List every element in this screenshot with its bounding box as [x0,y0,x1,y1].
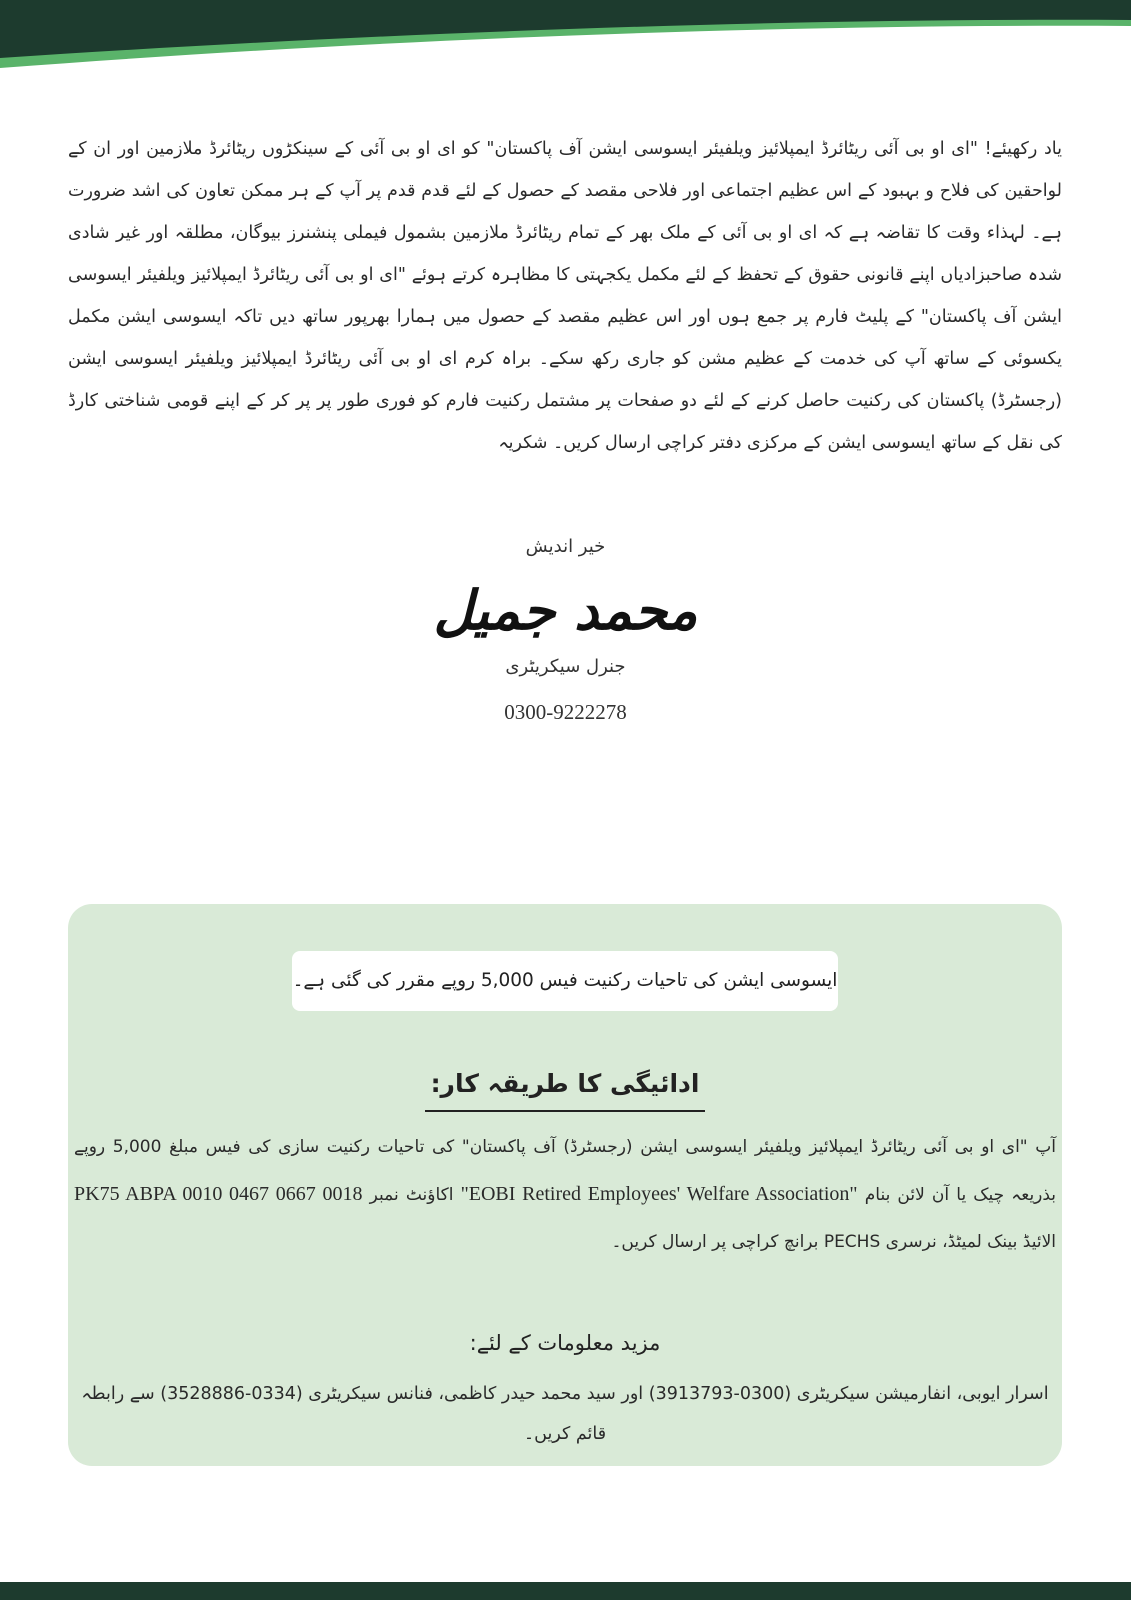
contact-line: اسرار ایوبی، انفارمیشن سیکریٹری (0300-3913793) اور سید محمد حیدر کاظمی، فنانس سیکریٹری (0334-3528886) سے رابطہ قائم کریں۔ [81,1384,1049,1444]
top-wave-banner [0,0,1131,80]
payment-method-part1: آپ "ای او بی آئی ریٹائرڈ ایمپلائیز ویلفیئر ایسوسی ایشن (رجسٹرڈ) آف پاکستان" کی تاحیات رکنیت سازی کی فیس مبلغ 5,000 روپے بذریعہ چیک یا آن لائن بنام [74,1137,1057,1205]
account-name: "EOBI Retired Employees' Welfare Association" [460,1183,858,1205]
payment-method-heading-text: ادائیگی کا طریقہ کار: [425,1064,706,1112]
more-info-heading: مزید معلومات کے لئے: [469,1331,661,1355]
well-wisher-label: خیر اندیش [525,536,606,557]
membership-box [68,904,1062,1466]
payment-method-heading [68,1064,1062,1112]
account-number: PK75 ABPA 0010 0467 0667 0018 [74,1183,363,1205]
payment-method-text [74,1124,1056,1266]
payment-method-part2: الائیڈ بینک لمیٹڈ، نرسری PECHS برانچ کراچی پر ارسال کریں۔ [611,1232,1056,1252]
designation-label: جنرل سیکریٹری [505,656,626,677]
signature: محمد جمیل [433,578,698,642]
phone-number: 0300-9222278 [504,700,627,724]
intro-paragraph: یاد رکھیئے! "ای او بی آئی ریٹائرڈ ایمپلائیز ویلفیئر ایسوسی ایشن آف پاکستان" کو ای او بی آئی کے سینکڑوں ریٹائرڈ ملازمین اور ان کے لواحقین کی فلاح و بہبود کے اس عظیم اجتماعی اور فلاحی مقصد کے حصول کے لئے قدم قدم پر آپ کے ہر ممکن تعاون کی اشد ضرورت ہے۔ لہذاء وقت کا تقاضہ ہے کہ ای او بی آئی کے ملک بھر کے تمام ریٹائرڈ ملازمین بشمول فیملی پنشنرز بیوگان، مطلقہ اور غیر شادی شدہ صاحبزادیاں اپنے قانونی حقوق کے تحفظ کے لئے مکمل یکجہتی کا مظاہرہ کرتے ہوئے "ای او بی آئی ریٹائرڈ ایمپلائیز ویلفیئر ایسوسی ایشن آف پاکستان" کے پلیٹ فارم پر جمع ہوں اور اس عظیم مقصد کے حصول میں ہمارا بھرپور ساتھ دیں تاکہ ایسوسی ایشن مکمل یکسوئی کے ساتھ آپ کی خدمت کے عظیم مشن کو جاری رکھ سکے۔ براہ کرم ای او بی آئی ریٹائرڈ ایمپلائیز ویلفیئر ایسوسی ایشن (رجسٹرڈ) پاکستان کی رکنیت حاصل کرنے کے لئے دو صفحات پر مشتمل رکنیت فارم کو فوری طور پر پر کر کے اپنے قومی شناختی کارڈ کی نقل کے ساتھ ایسوسی ایشن کے مرکزی دفتر کراچی ارسال کریں۔ شکریہ [68,139,1062,453]
fee-note: ایسوسی ایشن کی تاحیات رکنیت فیس 5,000 روپے مقرر کی گئی ہے۔ [292,951,838,1011]
signoff-block [0,530,1131,730]
bottom-bar [0,1582,1131,1600]
account-number-label: اکاؤنٹ نمبر [369,1185,454,1205]
